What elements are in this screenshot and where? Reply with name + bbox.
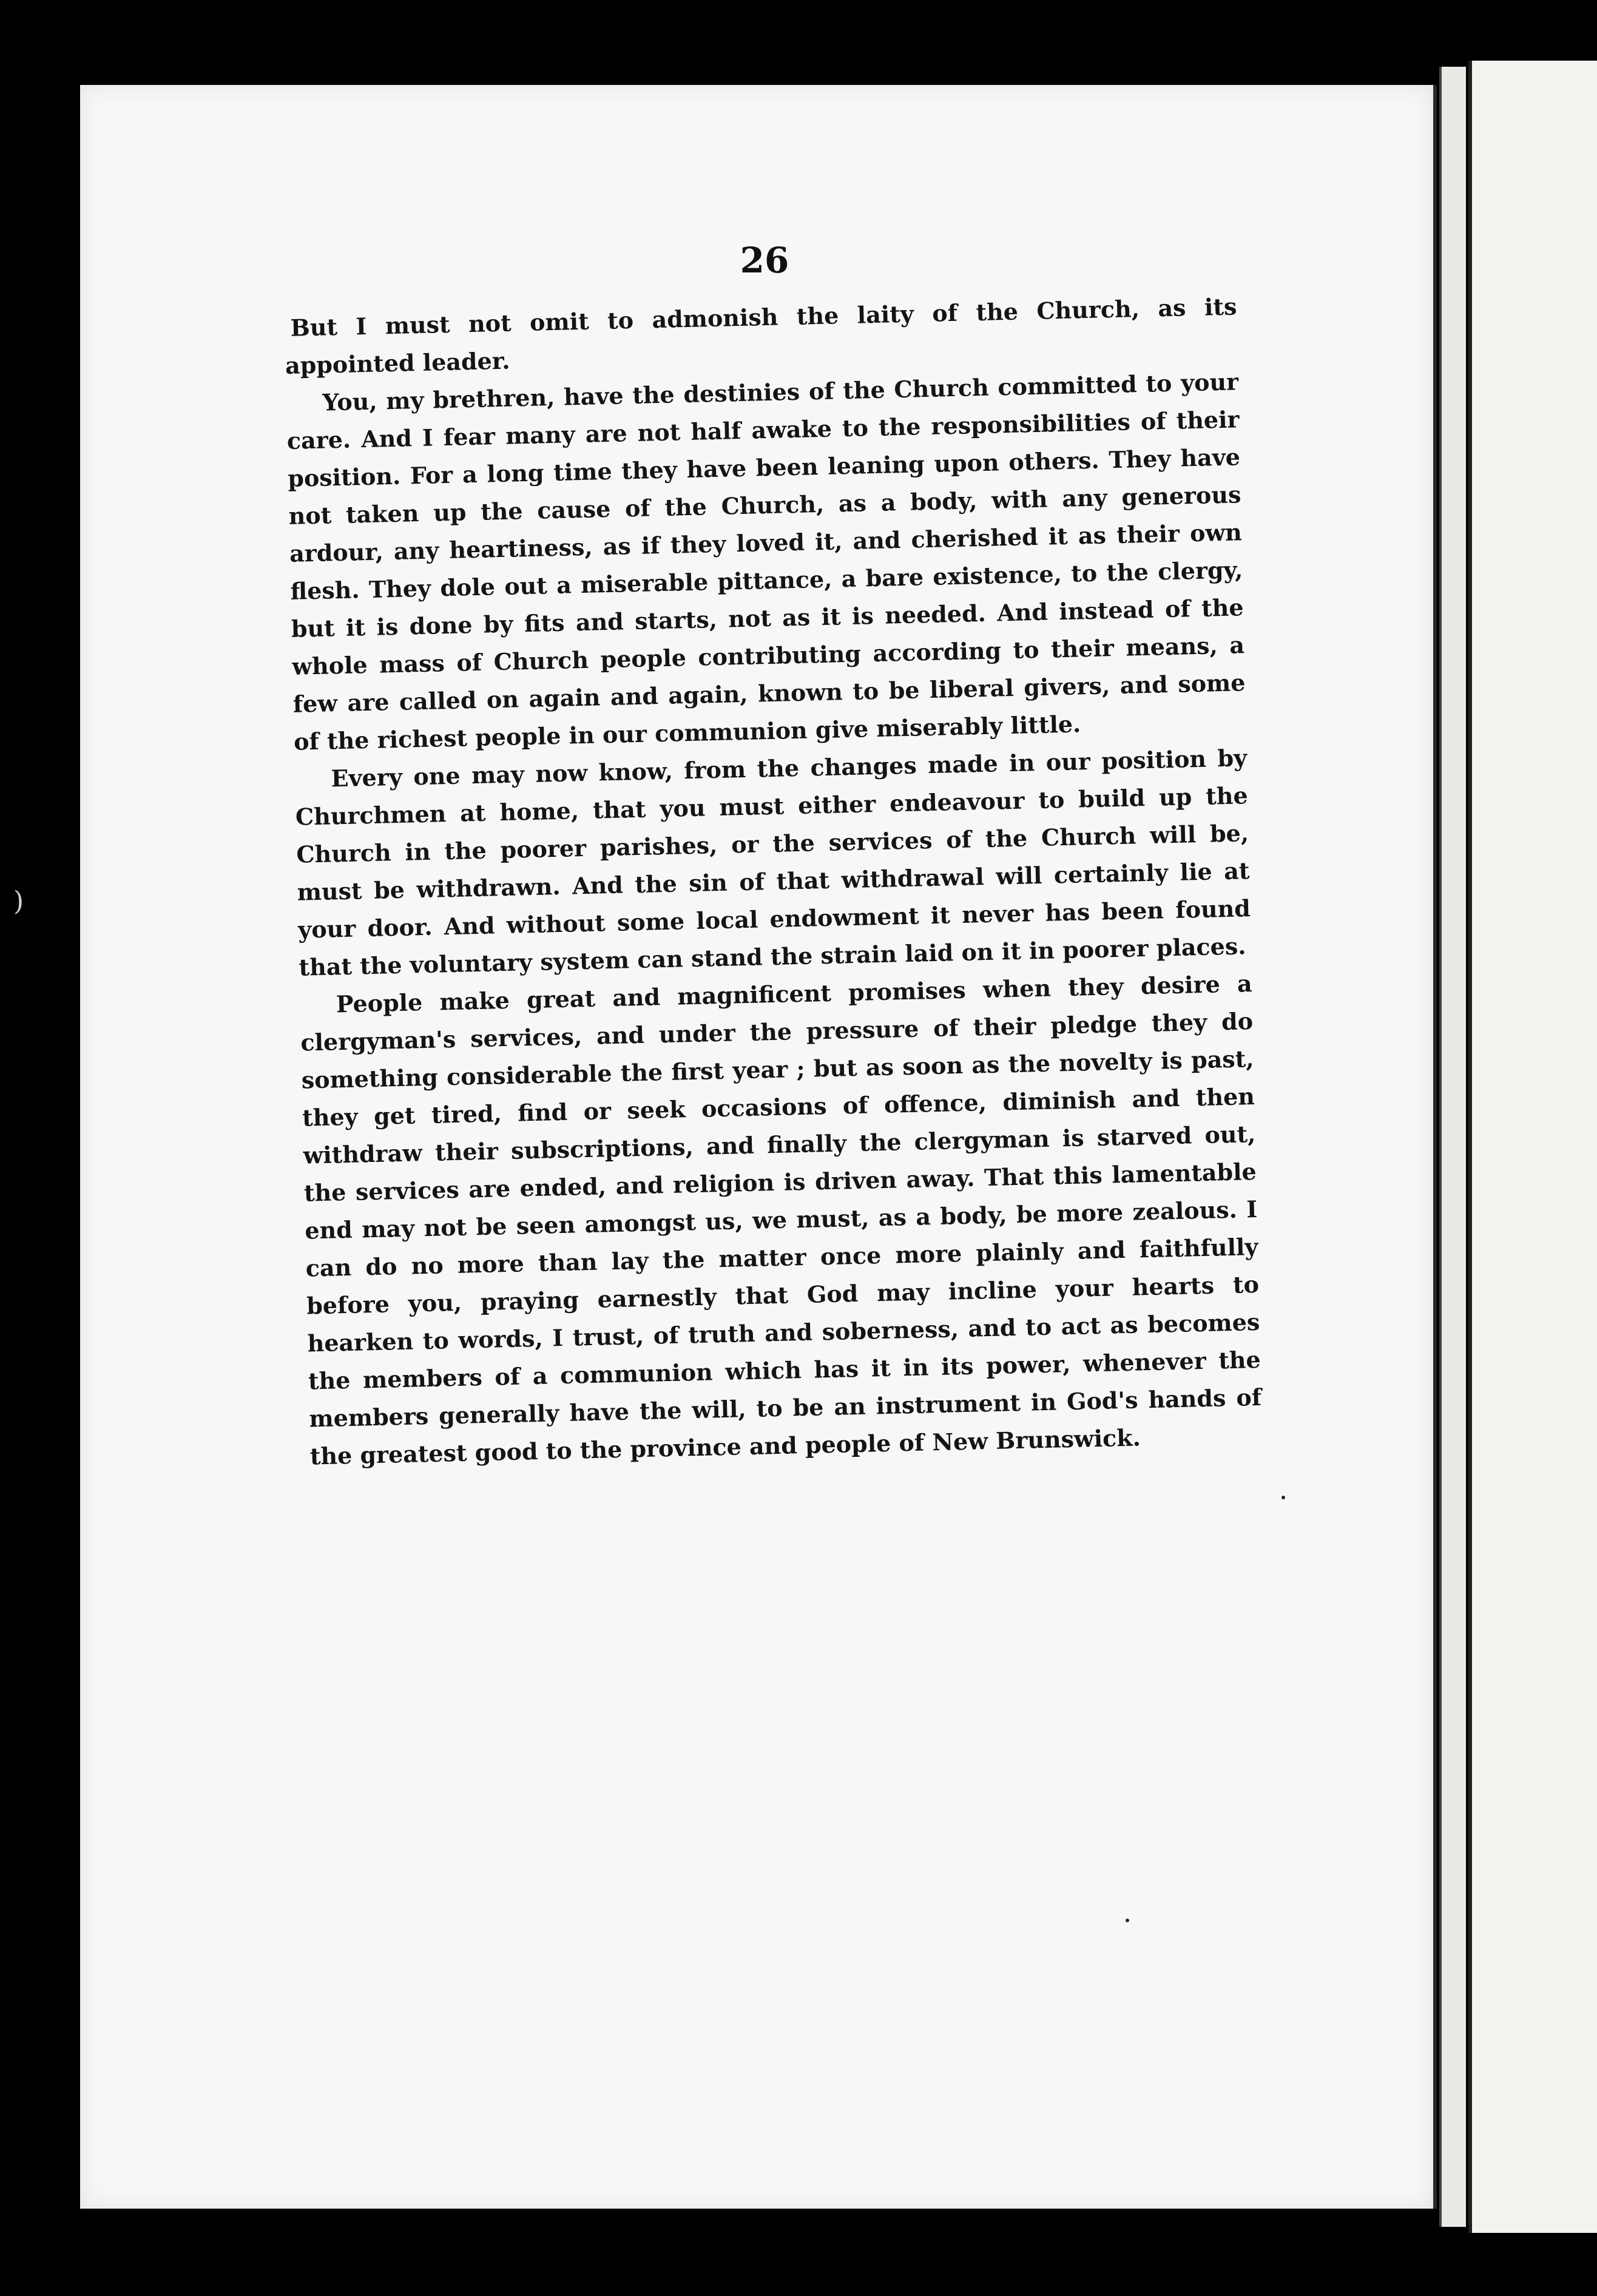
paragraph-1: But I must not omit to admonish the laity of the Church, as its appointed leader. xyxy=(285,292,1237,379)
paragraph-4: People make great and magnificent promises when they desire a clergyman's services, and under the pressure of their pledge they do something considerable the first year ; but as soon as the novelty is past, they get tired, find or seek occasions of offence, diminish and then withdraw their subscriptions, and finally the clergyman is starved out, the services are ended, and religion is driven away. That this lamentable end may not be seen amongst us, we must, as a body, be more zealous. I can do no more than lay the matter once more plainly and faithfully before you, praying earnestly that God may incline your hearts to hearken to words, I trust, of truth and soberness, and to act as becomes the members of a communion which has it in its power, whenever the members generally have the will, to be an instrument in God's hands of the greatest good to the province and people of New Brunswick. xyxy=(300,970,1262,1470)
page-fold-edge xyxy=(1439,67,1466,2227)
page-number: 26 xyxy=(740,240,789,281)
paragraph-3: Every one may now know, from the changes made in our position by Churchmen at home, that you must either endeavour to build up the Church in the poorer parishes, or the services of the Church will be, must be withdrawn. And the sin of that withdrawal will certainly lie at your door. And without some local endowment it never has been found that the voluntary system can stand the strain laid on it in poorer places. xyxy=(295,744,1251,981)
ink-speck xyxy=(1126,1919,1129,1922)
body-text xyxy=(284,288,1263,1475)
margin-mark: ) xyxy=(13,886,24,917)
ink-speck xyxy=(1281,1496,1285,1499)
paragraph-2: You, my brethren, have the destinies of the Church committed to your care. And I fear many are not half awake to the responsibilities of their position. For a long time they have been leaning upon others. They have not taken up the cause of the Church, as a body, with any generous ardour, any heartiness, as if they loved it, and cherished it as their own flesh. They dole out a miserable pittance, a bare existence, to the clergy, but it is done by fits and starts, not as it is needed. And instead of the whole mass of Church people contributing according to their means, a few are called on again and again, known to be liberal givers, and some of the richest people in our communion give miserably little. xyxy=(286,368,1246,755)
adjacent-page-edge xyxy=(1468,61,1597,2233)
